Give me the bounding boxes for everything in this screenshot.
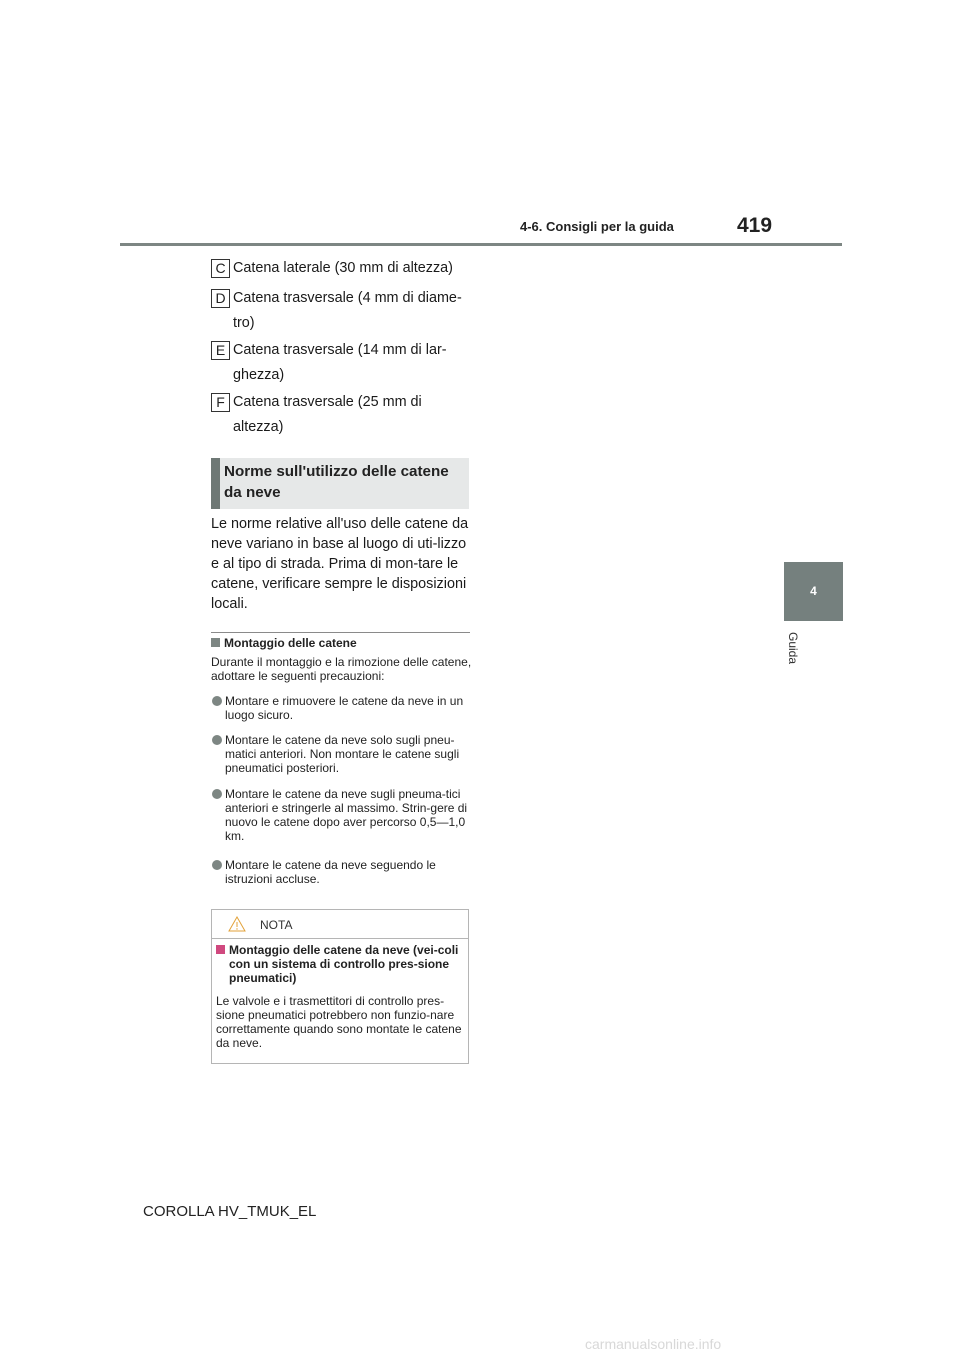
info-divider [211,632,470,633]
bullet-dot-icon [212,860,222,870]
watermark: carmanualsonline.info [585,1336,722,1352]
square-bullet-icon [211,638,220,647]
bullet-dot-icon [212,735,222,745]
mounting-title [211,636,357,650]
note-subtitle-text: Montaggio delle catene da neve (vei-coli con un sistema di controllo pres-sione pneumatici) [229,943,459,985]
heading-accent-bar [211,458,220,509]
chain-item-f [211,390,473,440]
chain-item-text: Catena laterale (30 mm di altezza) [233,260,453,276]
list-item-text: Montare le catene da neve seguendo le istruzioni accluse. [225,858,436,886]
list-item [211,787,473,843]
rules-heading-box [211,458,469,509]
chain-item-text: Catena trasversale (4 mm di diame-tro) [233,290,462,331]
chain-item-e [211,338,473,388]
note-divider [212,938,468,939]
rules-body: Le norme relative all'uso delle catene da neve variano in base al luogo di uti-lizzo e al tipo di strada. Prima di mon-tare le catene, verificare sempre le disposizioni locali. [211,516,469,612]
bullet-dot-icon [212,789,222,799]
chapter-label: Guida [786,632,800,665]
chain-item-text: Catena trasversale (25 mm di altezza) [233,394,422,435]
letter-badge: C [211,259,230,278]
chapter-tab[interactable] [784,562,843,621]
header-rule [120,243,842,246]
note-label: NOTA [260,918,293,932]
chain-item-text: Catena trasversale (14 mm di lar-ghezza) [233,342,447,383]
mounting-title-text: Montaggio delle catene [224,636,357,650]
bullet-dot-icon [212,696,222,706]
footer-model: COROLLA HV_TMUK_EL [143,1203,317,1220]
list-item [211,694,473,722]
section-title: 4-6. Consigli per la guida [520,219,674,234]
square-bullet-icon [216,945,225,954]
list-item [211,733,473,775]
note-body: Le valvole e i trasmettitori di controllo pres-sione pneumatici potrebbero non funzio-nare correttamente quando sono montate le catene da neve. [216,994,462,1050]
letter-badge: E [211,341,230,360]
page-number: 419 [737,214,773,237]
chapter-number: 4 [810,584,817,598]
chain-item-c [211,256,473,281]
letter-badge: F [211,393,230,412]
rules-heading: Norme sull'utilizzo delle catene da neve [224,463,449,501]
list-item-text: Montare e rimuovere le catene da neve in un luogo sicuro. [225,694,464,722]
warning-triangle-icon [228,916,246,932]
letter-badge: D [211,289,230,308]
list-item [211,858,473,886]
note-subtitle [216,943,462,985]
list-item-text: Montare le catene da neve solo sugli pneu-matici anteriori. Non montare le catene sugli pneumatici posteriori. [225,733,460,775]
chain-item-d [211,286,473,336]
mounting-intro: Durante il montaggio e la rimozione delle catene, adottare le seguenti precauzioni: [211,655,472,683]
list-item-text: Montare le catene da neve sugli pneuma-tici anteriori e stringerle al massimo. Strin-gere di nuovo le catene dopo aver percorso 0,5—1,0 km. [225,787,468,843]
note-box [211,909,469,1064]
